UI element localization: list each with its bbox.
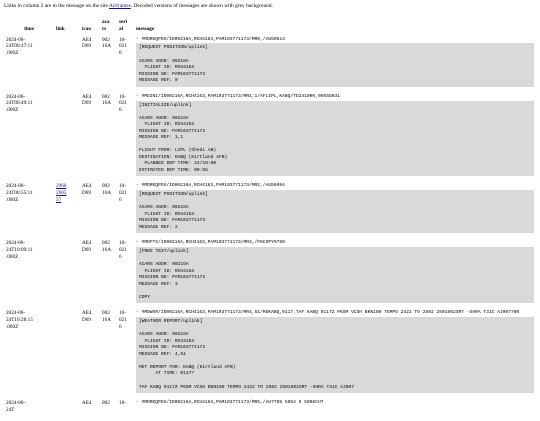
cell-serial-text: 10- 021 6 [119, 36, 127, 57]
cell-message [134, 94, 536, 184]
cell-icao-text: AE4 [82, 400, 92, 407]
cell-message [134, 240, 536, 310]
cell-serial-text: 10- 021 6 [119, 240, 127, 260]
cell-time-text: 2024-06- 24T00:47:11 .000Z [6, 36, 33, 57]
header-icao: icao [82, 25, 91, 32]
header-serial: seri al [119, 19, 128, 32]
table-row [4, 240, 536, 310]
table-row [4, 37, 536, 94]
cell-time-text: 2024-06- 24T10:09:11 .000Z [6, 240, 33, 260]
table-row [4, 94, 536, 184]
cell-time [4, 310, 54, 400]
cell-acars-text: 002 16A [102, 36, 111, 50]
table-header-row [4, 19, 536, 37]
cell-time-text: 2024-06- 24T10:28:15 .000Z [6, 310, 33, 330]
cell-icao [80, 94, 100, 184]
cell-icao [80, 240, 100, 310]
cell-serial [117, 183, 134, 240]
cell-icao-text: AE4 D69 [82, 310, 92, 324]
intro-before: Links in column 2 are to the message on the site [4, 3, 109, 9]
cell-message [134, 310, 536, 400]
cell-acars [100, 94, 117, 184]
raw-message: - #MDINI/ID00216A,RCH4163,PAM103771173/MR1,1/AFLIPL,KABQ/TD241000,0955D031 [136, 93, 340, 99]
decoded-message: [REQUEST POSITION/uplink] ACARS ADDR: 00216A FLIGHT ID: RCH4163 MISSION NO: PAM103771173 MESSAGE REF: 2 [136, 190, 534, 233]
cell-serial-text: 10- 021 6 [119, 183, 127, 203]
cell-link[interactable] [54, 94, 80, 184]
cell-link[interactable] [54, 240, 80, 310]
header-link: link [56, 25, 65, 32]
table-row [4, 310, 536, 400]
cell-acars-text: 002 16A [102, 93, 111, 107]
cell-acars-text: 002 [102, 400, 110, 407]
cell-serial-text: 10- 021 6 [119, 93, 127, 114]
decoded-message: [INITIALIZE/uplink] ACARS ADDR: 00216A FLIGHT ID: RCH4163 MISSION NO: PAM103771173 MESSAGE REF: 1,1 FLIGHT FROM: LIPL (Ghedi AB) DESTINATION: KABQ (Kirtland AFB) PLANNED DEP TIME: 24/10:00 ESTIMATED DEP TIME: 09:55 [136, 101, 534, 177]
cell-acars-text: 002 16A [102, 183, 111, 196]
header-acars: aca rs [102, 19, 110, 32]
decoded-message: [WEATHER REPORT/uplink] ACARS ADDR: 00216A FLIGHT ID: RCH4163 MISSION NO: PAM103771173 MESSAGE REF: 4,51 MET REPORT FOR: KABQ (Kirtland AFB) AT TIME: 0117? TAF KABQ 0117Z P6SM VCSH BKN100 TEMPO 2422 TO 2502 2501502SRT -SHRA T31C AJ007 [136, 317, 534, 393]
cell-time-text: 2024-06- 24T00:49:11 .000Z [6, 93, 33, 114]
cell-acars [100, 240, 117, 310]
cell-link[interactable] [54, 37, 80, 94]
cell-icao [80, 183, 100, 240]
raw-message: - #MDREQPOS/ID00216A,RCH4163,PAM103771173/MR0,/AU50514 [136, 36, 285, 42]
cell-serial-text: 10- [119, 400, 126, 407]
table-row [4, 400, 536, 421]
cell-link-text[interactable]: 2960 2605 57 [56, 183, 67, 203]
cell-icao [80, 400, 100, 421]
table-row [4, 183, 536, 240]
cell-link[interactable] [54, 183, 80, 240]
cell-serial [117, 37, 134, 94]
cell-time [4, 240, 54, 310]
raw-message: - #MDREQPOS/ID00216A,RCH4163,PAM103771173/MR2,/AU56094 [136, 183, 285, 189]
cell-message [134, 400, 536, 421]
cell-time [4, 400, 54, 421]
cell-icao-text: AE4 D69 [82, 183, 92, 196]
raw-message: - #MDFTX/ID00216A,RCH4163,PAM103771173/MR3,/FKCOPY9789 [136, 240, 285, 246]
decoded-message: [FREE TEXT/uplink] ACARS ADDR: 00216A FLIGHT ID: RCH4163 MISSION NO: PAM103771173 MESSAGE REF: 3 COPY [136, 247, 534, 303]
cell-time-text: 2024-06- 24T00:55:11 .000Z [6, 183, 33, 203]
airframes-link[interactable]: Airframes [108, 3, 131, 9]
cell-acars [100, 183, 117, 240]
cell-message [134, 183, 536, 240]
cell-icao-text: AE4 D69 [82, 240, 92, 254]
cell-acars [100, 37, 117, 94]
cell-time [4, 94, 54, 184]
cell-time [4, 37, 54, 94]
cell-icao-text: AE4 D69 [82, 36, 92, 50]
intro-text [4, 3, 536, 10]
cell-icao-text: AE4 D69 [82, 93, 92, 107]
header-time: time [24, 25, 34, 32]
cell-acars-text: 002 16A [102, 310, 111, 324]
decoded-message: [REQUEST POSITION/uplink] ACARS ADDR: 00216A FLIGHT ID: RCH4163 MISSION NO: PAM103771173 MESSAGE REF: 0 [136, 43, 534, 86]
cell-icao [80, 310, 100, 400]
cell-serial [117, 310, 134, 400]
cell-serial [117, 240, 134, 310]
intro-after: . Decoded versions of messages are shown with grey background. [130, 3, 273, 9]
cell-time [4, 183, 54, 240]
cell-link[interactable] [54, 310, 80, 400]
cell-acars [100, 310, 117, 400]
cell-acars [100, 400, 117, 421]
cell-serial [117, 400, 134, 421]
cell-serial [117, 94, 134, 184]
raw-message: - #MDREQPOS/ID00216A,RCH4163,PAM103771173/MR5,/AU7705 5954 5 5006CHT [136, 400, 324, 406]
cell-message [134, 37, 536, 94]
messages-table [4, 19, 536, 421]
cell-serial-text: 10- 021 6 [119, 310, 127, 330]
cell-acars-text: 002 16A [102, 240, 111, 254]
raw-message: - #MDWXR/ID00216A,RCH4163,PAM103771173/MR4,51/MDKABQ,0117,TAF KABQ 0117Z P6SM VCSH BKN100 TEMPO 2422 TO 2502 2501502SRT -SHRA T31C AJ007?00 [136, 310, 520, 316]
cell-time-text: 2024-06- 24T [6, 400, 26, 413]
cell-link[interactable] [54, 400, 80, 421]
header-message: message [136, 25, 155, 32]
cell-icao [80, 37, 100, 94]
